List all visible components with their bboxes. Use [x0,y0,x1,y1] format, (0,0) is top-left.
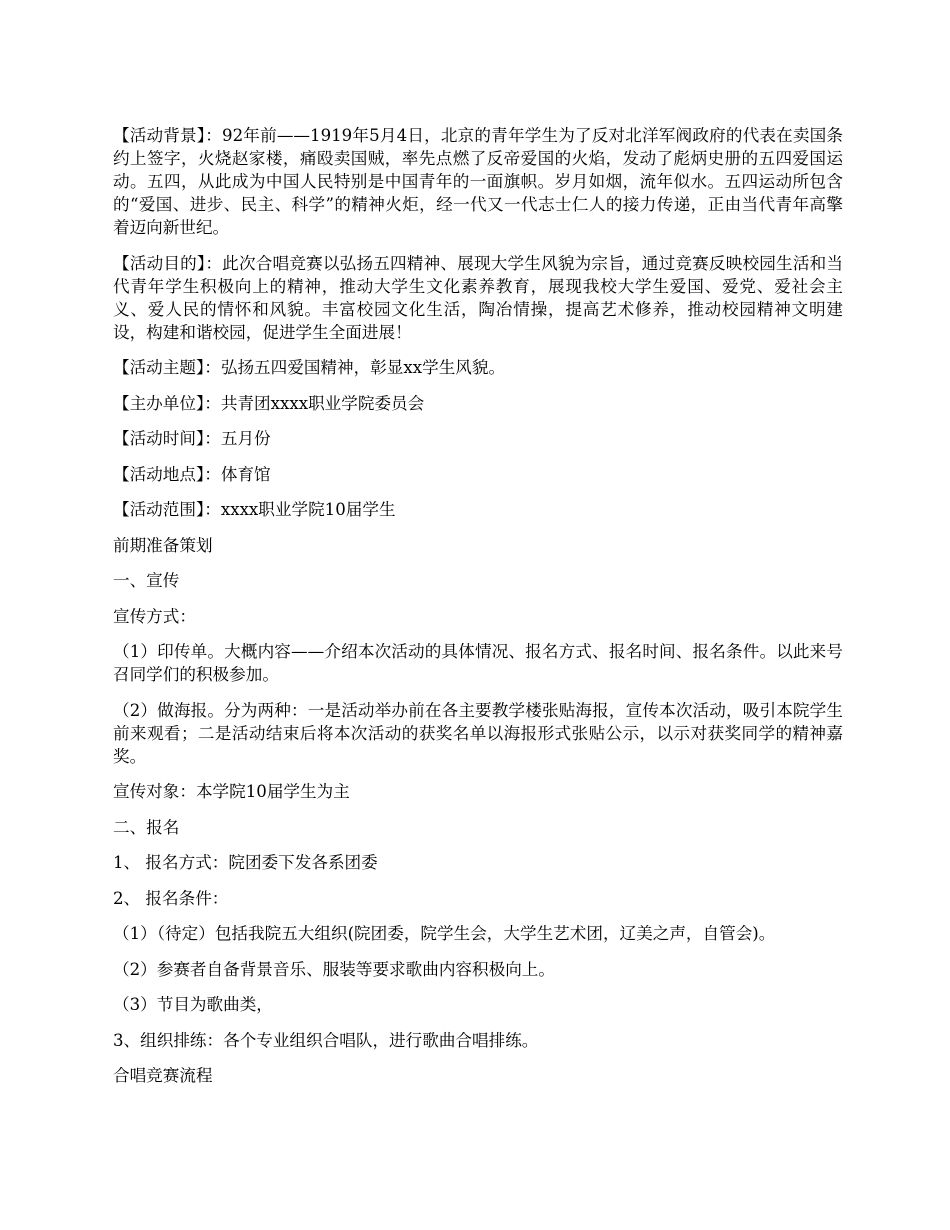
heading-preparation-planning: 前期准备策划 [113,535,213,555]
paragraph-condition-1: （1）（待定）包括我院五大组织(院团委，院学生会，大学生艺术团，辽美之声，自管会)。 [113,924,776,943]
document-page [113,124,843,1100]
paragraph-activity-purpose: 【活动目的】：此次合唱竞赛以弘扬五四精神、展现大学生风貌为宗旨，通过竞赛反映校园生活和当代青年学生积极向上的精神，推动大学生文化素养教育，展现我校大学生爱国、爱党、爱社会主义、爱人民的情怀和风貌。丰富校园文化生活，陶冶情操，提高艺术修养，推动校园精神文明建设，构建和谐校园，促进学生全面进展！ [113,253,843,342]
paragraph-activity-venue: 【活动地点】：体育馆 [113,464,271,484]
label-publicity-methods: 宣传方式： [113,606,196,626]
paragraph-rehearsal: 3、组织排练：各个专业组织合唱队，进行歌曲合唱排练。 [113,1030,539,1050]
paragraph-publicity-target: 宣传对象：本学院10届学生为主 [113,782,350,801]
heading-registration: 二、报名 [113,817,180,837]
paragraph-posters: （2）做海报。分为两种：一是活动举办前在各主要教学楼张贴海报，宣传本次活动，吸引本院学生前来观看；二是活动结束后将本次活动的获奖名单以海报形式张贴公示，以示对获奖同学的精神嘉奖。 [113,700,843,766]
heading-publicity: 一、宣传 [113,571,180,590]
paragraph-activity-time: 【活动时间】：五月份 [113,429,271,448]
paragraph-activity-background: 【活动背景】：92年前——1919年5月4日，北京的青年学生为了反对北洋军阀政府的代表在卖国条约上签字，火烧赵家楼，痛殴卖国贼，率先点燃了反帝爱国的火焰，发动了彪炳史册的五四爱国运动。五四，从此成为中国人民特别是中国青年的一面旗帜。岁月如烟，流年似水。五四运动所包含的“爱国、进步、民主、科学”的精神火炬，经一代又一代志士仁人的接力传递，正由当代青年高擎着迈向新世纪。 [113,126,843,237]
paragraph-condition-3: （3）节目为歌曲类， [113,995,273,1014]
paragraph-flyers: （1）印传单。大概内容——介绍本次活动的具体情况、报名方式、报名时间、报名条件。以此来号召同学们的积极参加。 [113,642,843,684]
paragraph-registration-conditions: 2、 报名条件： [113,888,229,908]
paragraph-registration-method: 1、 报名方式：院团委下发各系团委 [113,853,378,872]
heading-competition-process: 合唱竞赛流程 [113,1066,213,1085]
paragraph-condition-2: （2）参赛者自备背景音乐、服装等要求歌曲内容积极向上。 [113,959,555,979]
paragraph-activity-scope: 【活动范围】：xxxx职业学院10届学生 [113,500,396,519]
paragraph-organizer: 【主办单位】：共青团xxxx职业学院委员会 [113,393,425,413]
paragraph-activity-theme: 【活动主题】：弘扬五四爱国精神，彰显xx学生风貌。 [113,358,506,377]
